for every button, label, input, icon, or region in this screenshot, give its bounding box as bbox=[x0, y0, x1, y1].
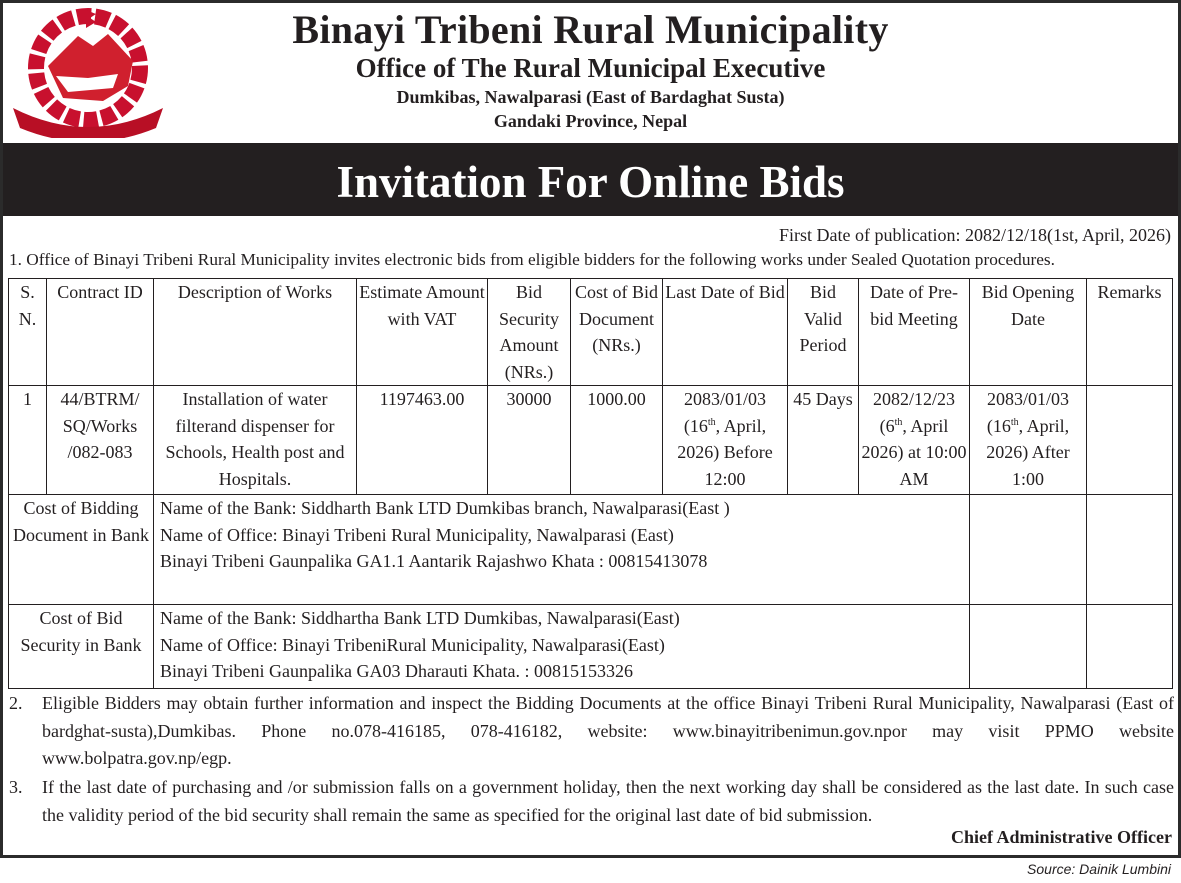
header-cell: Description of Works bbox=[154, 279, 357, 386]
estimate-cell: 1197463.00 bbox=[357, 386, 488, 495]
last-date-cell bbox=[663, 386, 788, 495]
header-cell: Date of Pre-bid Meeting bbox=[859, 279, 970, 386]
header-cell: Bid Valid Period bbox=[788, 279, 859, 386]
municipality-title: Binayi Tribeni Rural Municipality bbox=[292, 7, 889, 52]
header-cell: Contract ID bbox=[47, 279, 154, 386]
bank-sec-details bbox=[154, 605, 970, 689]
empty-cell bbox=[1087, 605, 1173, 689]
text: 2082/12/23 (6 bbox=[872, 389, 955, 436]
para-text: Eligible Bidders may obtain further information and inspect the Bidding Documents at the office Binayi Tribeni Rural Municipality, Nawalparasi (East of bardghat-susta),Dumkibas. Phone no.078-416185, 078-416182, website: www.binayitribenimun.gov.npor may visit PPMO website www.bolpatra.gov.np/egp. bbox=[42, 693, 1174, 768]
bank-doc-row bbox=[9, 495, 1173, 605]
header-cell: Cost of Bid Document (NRs.) bbox=[571, 279, 663, 386]
sup: th bbox=[1010, 416, 1019, 428]
detail-line: Name of Office: Binayi TribeniRural Municipality, Nawalparasi(East) bbox=[160, 634, 665, 655]
table-row bbox=[9, 386, 1173, 495]
description-cell: Installation of water filterand dispenser for Schools, Health post and Hospitals. bbox=[154, 386, 357, 495]
empty-cell bbox=[970, 495, 1087, 605]
header-cell: Bid Security Amount (NRs.) bbox=[488, 279, 571, 386]
signature: Chief Administrative Officer bbox=[951, 827, 1172, 847]
bank-doc-label: Cost of Bidding Document in Bank bbox=[9, 495, 154, 605]
bank-sec-row bbox=[9, 605, 1173, 689]
intro-paragraph: 1. Office of Binayi Tribeni Rural Municipality invites electronic bids from eligible bidders for the following works under Sealed Quotation procedures. bbox=[9, 250, 1055, 269]
office-subtitle: Office of The Rural Municipal Executive bbox=[355, 53, 826, 83]
doc-cost-cell: 1000.00 bbox=[571, 386, 663, 495]
text: , April, 2026) Before 12:00 bbox=[677, 415, 773, 489]
text: , April, 2026) After 1:00 bbox=[986, 415, 1070, 489]
para-text: If the last date of purchasing and /or submission falls on a government holiday, then the next working day shall be considered as the last date. In such case the validity period of the bid security shall remain the same as specified for the original last date of bid submission. bbox=[42, 777, 1174, 825]
bid-security-cell: 30000 bbox=[488, 386, 571, 495]
header-cell: Estimate Amount with VAT bbox=[357, 279, 488, 386]
text: , April 2026) at 10:00 AM bbox=[861, 415, 967, 489]
bank-doc-details bbox=[154, 495, 970, 605]
remarks-cell bbox=[1087, 386, 1173, 495]
opening-date-cell bbox=[970, 386, 1087, 495]
paragraph-2 bbox=[9, 690, 1174, 773]
header-cell: Bid Opening Date bbox=[970, 279, 1087, 386]
para-number: 2. bbox=[9, 693, 23, 713]
sn-cell: 1 bbox=[9, 386, 47, 495]
sup: th bbox=[894, 416, 903, 428]
sup: th bbox=[707, 416, 716, 428]
banner-title: Invitation For Online Bids bbox=[3, 143, 1178, 216]
empty-cell bbox=[1087, 495, 1173, 605]
paragraph-3 bbox=[9, 774, 1174, 829]
table-header-row bbox=[9, 279, 1173, 386]
detail-line: Binayi Tribeni Gaunpalika GA03 Dharauti Khata. : 00815153326 bbox=[160, 661, 633, 681]
text: 2083/01/03 (16 bbox=[986, 389, 1069, 436]
para-number: 3. bbox=[9, 777, 23, 797]
province: Gandaki Province, Nepal bbox=[493, 111, 688, 131]
source-credit: Source: Dainik Lumbini bbox=[1027, 861, 1171, 877]
header-cell: S. N. bbox=[9, 279, 47, 386]
valid-period-cell: 45 Days bbox=[788, 386, 859, 495]
prebid-cell bbox=[859, 386, 970, 495]
header-cell: Last Date of Bid bbox=[663, 279, 788, 386]
empty-cell bbox=[970, 605, 1087, 689]
contract-id-cell: 44/BTRM/ SQ/Works /082-083 bbox=[47, 386, 154, 495]
bids-table bbox=[8, 278, 1173, 689]
publication-date: First Date of publication: 2082/12/18(1st, April, 2026) bbox=[779, 225, 1171, 245]
detail-line: Name of the Bank: Siddharth Bank LTD Dumkibas branch, Nawalparasi(East ) bbox=[160, 498, 730, 518]
detail-line: Name of the Bank: Siddhartha Bank LTD Dumkibas, Nawalparasi(East) bbox=[160, 608, 680, 628]
bank-sec-label: Cost of Bid Security in Bank bbox=[9, 605, 154, 689]
text: 2083/01/03 (16 bbox=[683, 389, 766, 436]
header-cell: Remarks bbox=[1087, 279, 1173, 386]
address: Dumkibas, Nawalparasi (East of Bardaghat Susta) bbox=[396, 87, 785, 107]
detail-line: Binayi Tribeni Gaunpalika GA1.1 Aantarik Rajashwo Khata : 00815413078 bbox=[160, 551, 708, 571]
detail-line: Name of Office: Binayi Tribeni Rural Municipality, Nawalparasi (East) bbox=[160, 524, 674, 545]
